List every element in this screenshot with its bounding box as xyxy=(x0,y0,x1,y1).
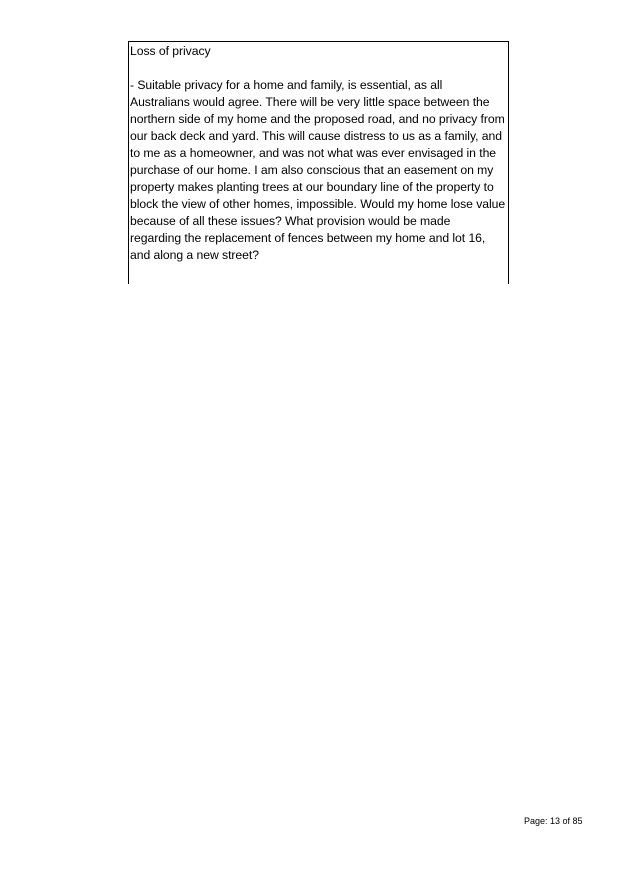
submission-text-box xyxy=(128,41,509,284)
section-heading: Loss of privacy xyxy=(130,44,211,58)
paragraph-line: because of all these issues? What provision would be made xyxy=(130,214,451,228)
paragraph-line: purchase of our home. I am also conscious that an easement on my xyxy=(130,163,494,177)
paragraph-line: Australians would agree. There will be very little space between the xyxy=(130,95,490,109)
paragraph-line: to me as a homeowner, and was not what was ever envisaged in the xyxy=(130,146,497,160)
paragraph-line: property makes planting trees at our boundary line of the property to xyxy=(130,180,494,194)
paragraph-line: block the view of other homes, impossible. Would my home lose value xyxy=(130,197,506,211)
paragraph-line: northern side of my home and the proposed road, and no privacy from xyxy=(130,112,505,126)
paragraph-line: - Suitable privacy for a home and family, is essential, as all xyxy=(130,78,443,92)
paragraph-spacer xyxy=(130,60,508,77)
paragraph-line: regarding the replacement of fences between my home and lot 16, xyxy=(130,231,486,245)
paragraph-line: our back deck and yard. This will cause distress to us as a family, and xyxy=(130,129,502,143)
paragraph-line: and along a new street? xyxy=(130,248,259,262)
page-number: Page: 13 of 85 xyxy=(524,816,583,826)
